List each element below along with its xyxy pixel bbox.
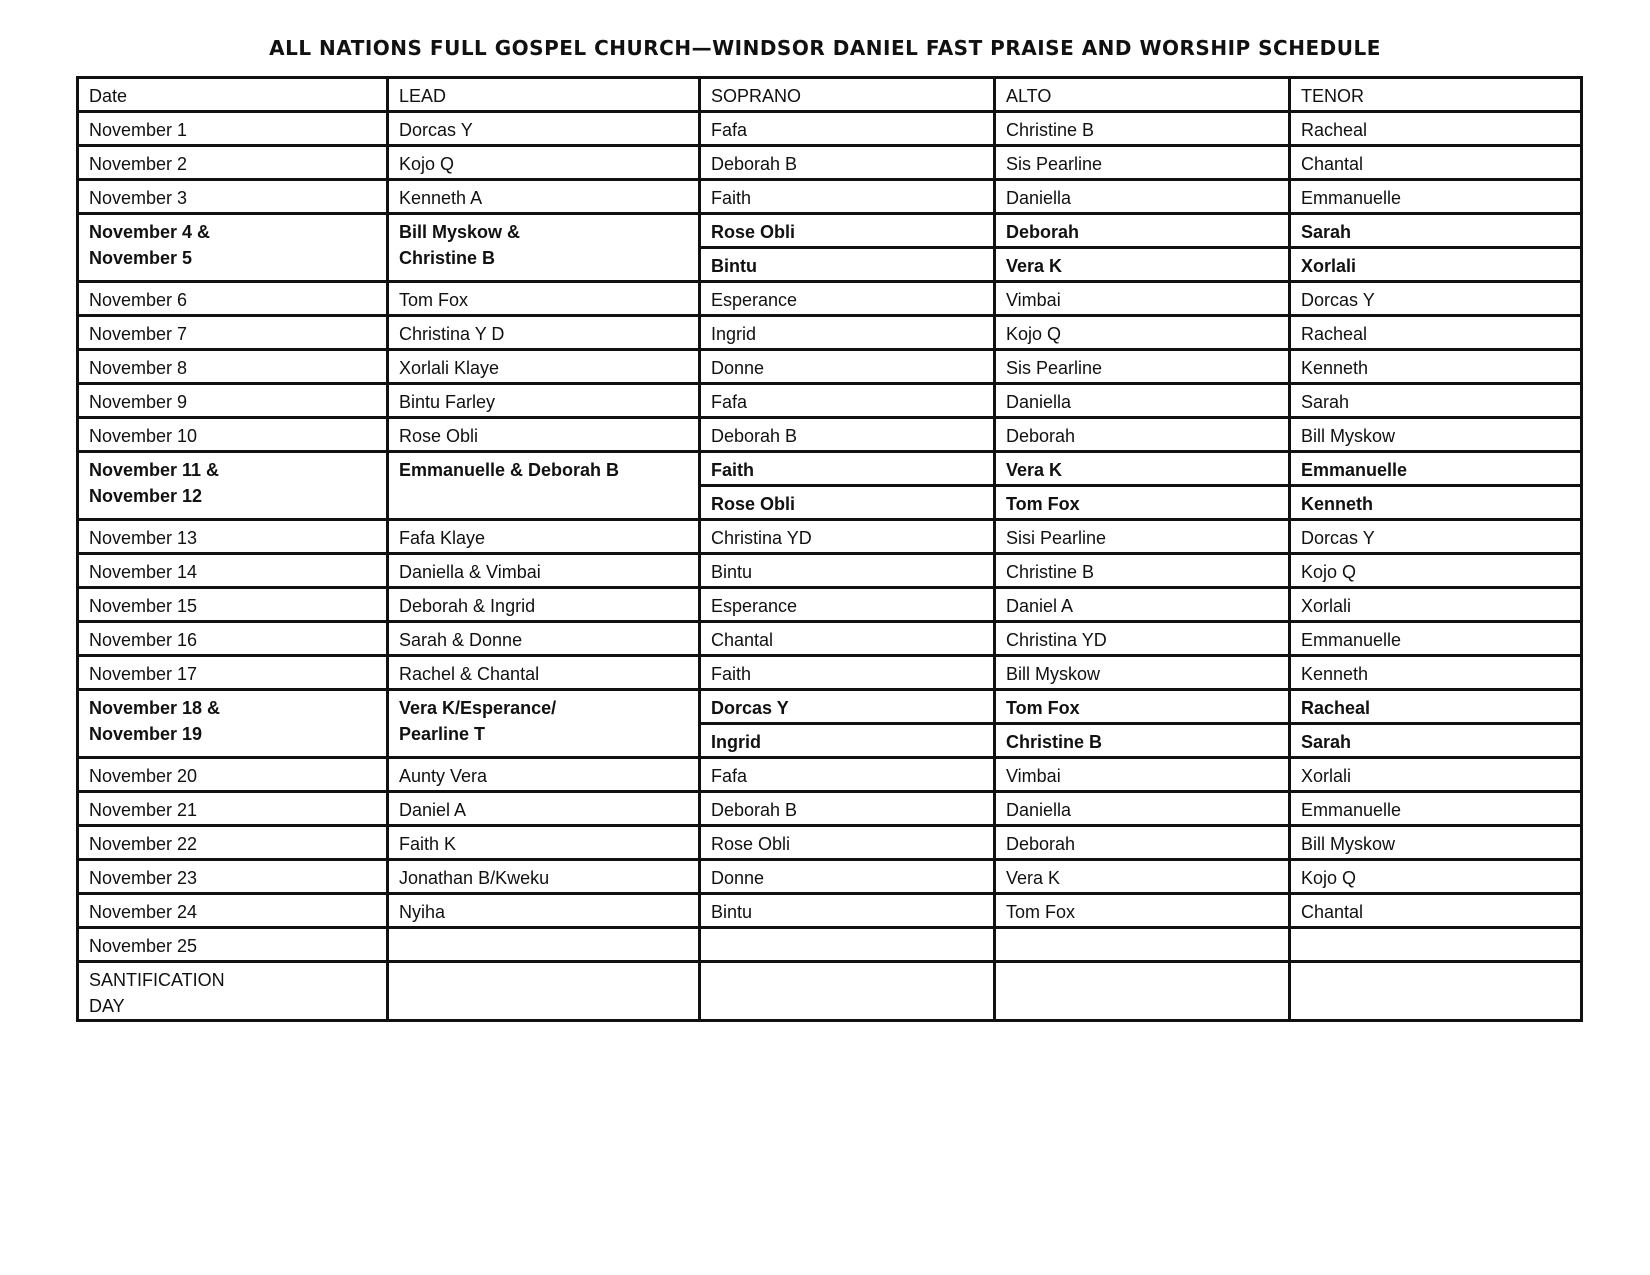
- alto-cell: Sisi Pearline: [995, 520, 1290, 554]
- lead-cell: [388, 962, 700, 1021]
- lead-cell: Bintu Farley: [388, 384, 700, 418]
- alto-cell: Christina YD: [995, 622, 1290, 656]
- lead-cell: Kenneth A: [388, 180, 700, 214]
- table-row: [78, 962, 1582, 1021]
- date-cell: November 1: [78, 112, 388, 146]
- tenor-cell: Kojo Q: [1290, 554, 1582, 588]
- soprano-cell: Bintu: [700, 248, 995, 282]
- tenor-cell: [1290, 928, 1582, 962]
- lead-cell: Daniel A: [388, 792, 700, 826]
- tenor-cell: Xorlali: [1290, 758, 1582, 792]
- table-row: [78, 928, 1582, 962]
- alto-cell: [995, 928, 1290, 962]
- alto-cell: Christine B: [995, 724, 1290, 758]
- date-cell: November 25: [78, 928, 388, 962]
- soprano-cell: Deborah B: [700, 792, 995, 826]
- table-row: [78, 452, 1582, 486]
- date-cell: November 15: [78, 588, 388, 622]
- alto-cell: Christine B: [995, 554, 1290, 588]
- soprano-cell: Ingrid: [700, 724, 995, 758]
- soprano-cell: Donne: [700, 860, 995, 894]
- table-row: [78, 384, 1582, 418]
- alto-cell: Sis Pearline: [995, 350, 1290, 384]
- date-cell: November 14: [78, 554, 388, 588]
- alto-cell: Daniella: [995, 180, 1290, 214]
- lead-cell: Kojo Q: [388, 146, 700, 180]
- date-cell: November 9: [78, 384, 388, 418]
- date-cell: November 11 & November 12: [78, 452, 388, 520]
- alto-cell: Daniella: [995, 384, 1290, 418]
- table-row: [78, 826, 1582, 860]
- date-cell: November 23: [78, 860, 388, 894]
- table-row: [78, 792, 1582, 826]
- header-tenor: TENOR: [1290, 78, 1582, 112]
- soprano-cell: Faith: [700, 452, 995, 486]
- table-row: [78, 860, 1582, 894]
- lead-cell: Jonathan B/Kweku: [388, 860, 700, 894]
- soprano-cell: Rose Obli: [700, 826, 995, 860]
- soprano-cell: Esperance: [700, 588, 995, 622]
- lead-cell: Christina Y D: [388, 316, 700, 350]
- header-date: Date: [78, 78, 388, 112]
- soprano-cell: Faith: [700, 180, 995, 214]
- tenor-cell: [1290, 962, 1582, 1021]
- tenor-cell: Sarah: [1290, 384, 1582, 418]
- soprano-cell: Rose Obli: [700, 486, 995, 520]
- soprano-cell: Deborah B: [700, 418, 995, 452]
- table-row: [78, 520, 1582, 554]
- soprano-cell: Fafa: [700, 384, 995, 418]
- soprano-cell: [700, 928, 995, 962]
- tenor-cell: Racheal: [1290, 112, 1582, 146]
- soprano-cell: Faith: [700, 656, 995, 690]
- soprano-cell: [700, 962, 995, 1021]
- lead-cell: Daniella & Vimbai: [388, 554, 700, 588]
- tenor-cell: Emmanuelle: [1290, 180, 1582, 214]
- header-lead: LEAD: [388, 78, 700, 112]
- tenor-cell: Chantal: [1290, 894, 1582, 928]
- date-cell: November 8: [78, 350, 388, 384]
- tenor-cell: Kenneth: [1290, 656, 1582, 690]
- alto-cell: Vera K: [995, 248, 1290, 282]
- table-row: [78, 350, 1582, 384]
- table-row: [78, 690, 1582, 724]
- alto-cell: Sis Pearline: [995, 146, 1290, 180]
- alto-cell: Vimbai: [995, 282, 1290, 316]
- date-cell: November 22: [78, 826, 388, 860]
- tenor-cell: Dorcas Y: [1290, 520, 1582, 554]
- alto-cell: Christine B: [995, 112, 1290, 146]
- table-row: [78, 112, 1582, 146]
- tenor-cell: Emmanuelle: [1290, 452, 1582, 486]
- lead-cell: Aunty Vera: [388, 758, 700, 792]
- table-row: [78, 316, 1582, 350]
- header-row: [78, 78, 1582, 112]
- soprano-cell: Dorcas Y: [700, 690, 995, 724]
- date-cell: November 10: [78, 418, 388, 452]
- lead-cell: Fafa Klaye: [388, 520, 700, 554]
- alto-cell: Deborah: [995, 214, 1290, 248]
- tenor-cell: Chantal: [1290, 146, 1582, 180]
- table-row: [78, 418, 1582, 452]
- date-cell: November 3: [78, 180, 388, 214]
- date-cell: November 18 & November 19: [78, 690, 388, 758]
- lead-cell: Emmanuelle & Deborah B: [388, 452, 700, 520]
- lead-cell: Xorlali Klaye: [388, 350, 700, 384]
- soprano-cell: Bintu: [700, 894, 995, 928]
- alto-cell: Vera K: [995, 452, 1290, 486]
- date-cell: November 20: [78, 758, 388, 792]
- lead-cell: Vera K/Esperance/ Pearline T: [388, 690, 700, 758]
- date-cell: SANTIFICATION DAY: [78, 962, 388, 1021]
- worship-schedule-table: [76, 76, 1583, 1022]
- alto-cell: Kojo Q: [995, 316, 1290, 350]
- tenor-cell: Emmanuelle: [1290, 792, 1582, 826]
- alto-cell: Deborah: [995, 418, 1290, 452]
- tenor-cell: Xorlali: [1290, 588, 1582, 622]
- date-cell: November 21: [78, 792, 388, 826]
- tenor-cell: Racheal: [1290, 316, 1582, 350]
- date-cell: November 6: [78, 282, 388, 316]
- table-row: [78, 758, 1582, 792]
- table-row: [78, 588, 1582, 622]
- alto-cell: Deborah: [995, 826, 1290, 860]
- table-row: [78, 554, 1582, 588]
- tenor-cell: Kenneth: [1290, 350, 1582, 384]
- alto-cell: Daniel A: [995, 588, 1290, 622]
- tenor-cell: Racheal: [1290, 690, 1582, 724]
- lead-cell: [388, 928, 700, 962]
- table-row: [78, 282, 1582, 316]
- date-cell: November 16: [78, 622, 388, 656]
- soprano-cell: Deborah B: [700, 146, 995, 180]
- soprano-cell: Rose Obli: [700, 214, 995, 248]
- alto-cell: Vimbai: [995, 758, 1290, 792]
- alto-cell: Daniella: [995, 792, 1290, 826]
- table-row: [78, 180, 1582, 214]
- date-cell: November 2: [78, 146, 388, 180]
- tenor-cell: Sarah: [1290, 724, 1582, 758]
- lead-cell: Tom Fox: [388, 282, 700, 316]
- table-row: [78, 894, 1582, 928]
- lead-cell: Rose Obli: [388, 418, 700, 452]
- alto-cell: Bill Myskow: [995, 656, 1290, 690]
- soprano-cell: Donne: [700, 350, 995, 384]
- table-row: [78, 146, 1582, 180]
- header-alto: ALTO: [995, 78, 1290, 112]
- soprano-cell: Fafa: [700, 112, 995, 146]
- table-row: [78, 656, 1582, 690]
- soprano-cell: Christina YD: [700, 520, 995, 554]
- date-cell: November 7: [78, 316, 388, 350]
- lead-cell: Faith K: [388, 826, 700, 860]
- lead-cell: Deborah & Ingrid: [388, 588, 700, 622]
- date-cell: November 13: [78, 520, 388, 554]
- soprano-cell: Fafa: [700, 758, 995, 792]
- date-cell: November 17: [78, 656, 388, 690]
- lead-cell: Sarah & Donne: [388, 622, 700, 656]
- soprano-cell: Chantal: [700, 622, 995, 656]
- tenor-cell: Dorcas Y: [1290, 282, 1582, 316]
- alto-cell: Vera K: [995, 860, 1290, 894]
- tenor-cell: Bill Myskow: [1290, 826, 1582, 860]
- header-soprano: SOPRANO: [700, 78, 995, 112]
- table-row: [78, 622, 1582, 656]
- tenor-cell: Xorlali: [1290, 248, 1582, 282]
- soprano-cell: Bintu: [700, 554, 995, 588]
- tenor-cell: Sarah: [1290, 214, 1582, 248]
- date-cell: November 4 & November 5: [78, 214, 388, 282]
- document-title: ALL NATIONS FULL GOSPEL CHURCH—WINDSOR DANIEL FAST PRAISE AND WORSHIP SCHEDULE: [269, 36, 1381, 60]
- lead-cell: Dorcas Y: [388, 112, 700, 146]
- alto-cell: Tom Fox: [995, 894, 1290, 928]
- soprano-cell: Ingrid: [700, 316, 995, 350]
- date-cell: November 24: [78, 894, 388, 928]
- tenor-cell: Kojo Q: [1290, 860, 1582, 894]
- soprano-cell: Esperance: [700, 282, 995, 316]
- tenor-cell: Kenneth: [1290, 486, 1582, 520]
- tenor-cell: Bill Myskow: [1290, 418, 1582, 452]
- lead-cell: Rachel & Chantal: [388, 656, 700, 690]
- alto-cell: Tom Fox: [995, 690, 1290, 724]
- table-row: [78, 214, 1582, 248]
- alto-cell: [995, 962, 1290, 1021]
- alto-cell: Tom Fox: [995, 486, 1290, 520]
- tenor-cell: Emmanuelle: [1290, 622, 1582, 656]
- lead-cell: Nyiha: [388, 894, 700, 928]
- lead-cell: Bill Myskow & Christine B: [388, 214, 700, 282]
